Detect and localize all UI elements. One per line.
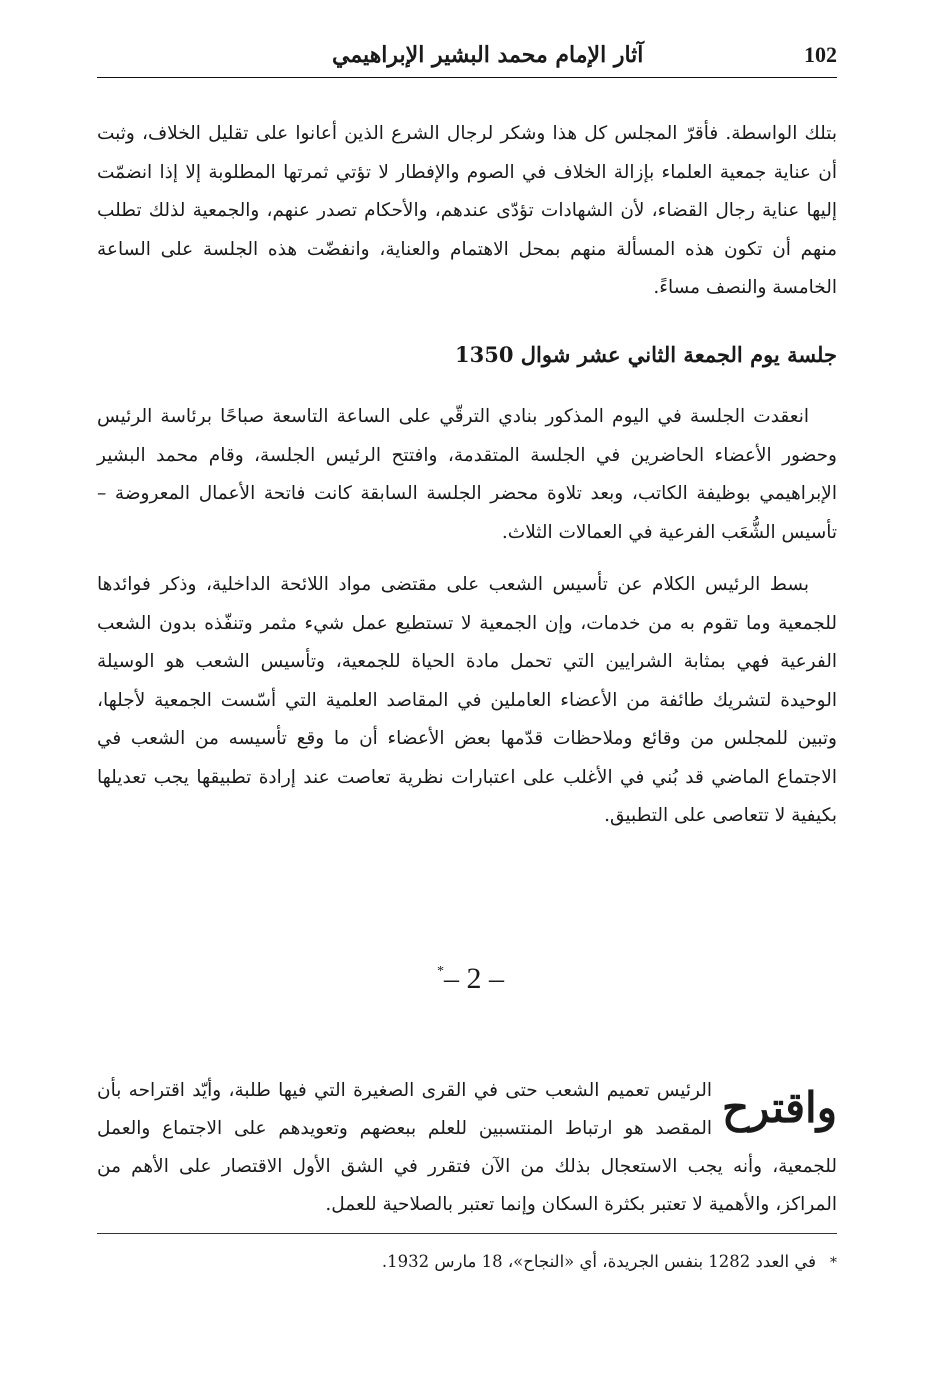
footnote-text: في العدد 1282 بنفس الجريدة، أي «النجاح»، 18 مارس 1932. (381, 1252, 816, 1271)
section-heading: جلسة يوم الجمعة الثاني عشر شوال 1350 (455, 342, 837, 367)
page-number: 102 (804, 42, 837, 67)
footnote-rule (97, 1233, 837, 1234)
footnote-mark: * (830, 1255, 837, 1271)
section-number (0, 962, 941, 996)
footnote (97, 1252, 837, 1271)
running-title: آثار الإمام محمد البشير الإبراهيمي (332, 42, 644, 68)
drop-word: واقترح (722, 1083, 837, 1132)
paragraph-session-opening: انعقدت الجلسة في اليوم المذكور بنادي الترقّي على الساعة التاسعة صباحًا برئاسة الرئيس وحضور الأعضاء الحاضرين في الجلسة المتقدمة، وافتتح الرئيس الجلسة، وقام محمد البشير الإبراهيمي بوظيفة الكاتب، وبعد تلاوة محضر الجلسة السابقة كانت فاتحة الأعمال المعروضة – تأسيس الشُّعَب الفرعية في العمالات الثلاث. (97, 406, 837, 543)
section-number-text: – 2 – (444, 962, 504, 995)
paragraph-continuation: بتلك الواسطة. فأقرّ المجلس كل هذا وشكر لرجال الشرع الذين أعانوا على تقليل الخلاف، وثبت أن عناية جمعية العلماء بإزالة الخلاف في الصوم والإفطار لا تؤتي ثمرتها المطلوبة إلا إذا انضمّت إليها عناية رجال القضاء، لأن الشهادات تؤدّى عندهم، والأحكام تصدر عنهم، والجمعية لذلك تطلب منهم أن تكون هذه المسألة منهم بمحل الاهتمام والعناية، وانفضّت هذه الجلسة على الساعة الخامسة والنصف مساءً. (97, 123, 837, 298)
page-header (97, 38, 837, 78)
paragraph-proposal (97, 1072, 837, 1224)
footnote-reference-mark: * (437, 964, 444, 979)
header-rule (97, 77, 837, 78)
paragraph-proposal-text: الرئيس تعميم الشعب حتى في القرى الصغيرة التي فيها طلبة، وأيّد اقتراحه بأن المقصد هو ارتباط المنتسبين للعلم ببعضهم وتعويدهم على الاجتماع والعمل للجمعية، وأنه يجب الاستعجال بذلك من الآن فتقرر في الشق الأول الاقتصار على الأهم من المراكز، والأهمية لا تعتبر بكثرة السكان وإنما تعتبر بالصلاحية للعمل. (97, 1080, 837, 1215)
paragraph-branches-discussion: بسط الرئيس الكلام عن تأسيس الشعب على مقتضى مواد اللائحة الداخلية، وذكر فوائدها للجمعية وما تقوم به من خدمات، وإن الجمعية لا تستطيع عمل شيء مثمر وتنفّذه بدون الشعب الفرعية فهي بمثابة الشرايين التي تحمل مادة الحياة للجمعية، وتأسيس الشعب هو الوسيلة الوحيدة لتشريك طائفة من الأعضاء العاملين في المقاصد العلمية التي أسّست الجمعية لأجلها، وتبين للمجلس من وقائع وملاحظات قدّمها بعض الأعضاء أن ما وقع تأسيسه من الشعب في الاجتماع الماضي قد بُني في الأغلب على اعتبارات نظرية تعاصت عند إرادة تطبيقها يجب تعديلها بكيفية لا تتعاصى على التطبيق. (97, 574, 837, 826)
